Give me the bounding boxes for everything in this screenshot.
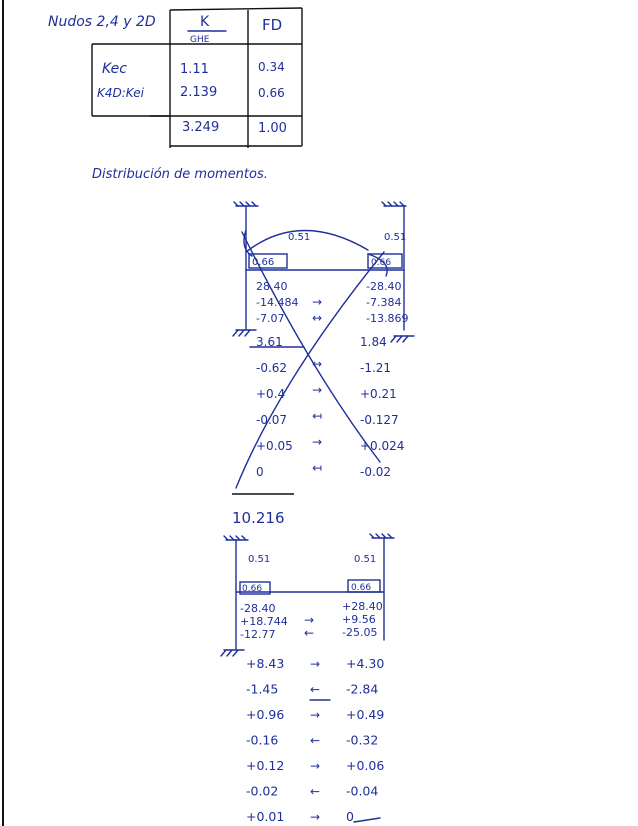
row2-k: 2.139	[180, 85, 218, 100]
moment-value-left: +18.744	[240, 615, 288, 628]
carry-over-arrow: →	[312, 383, 323, 397]
carry-over-arrow: →	[310, 708, 321, 722]
row1-k: 1.11	[180, 62, 209, 77]
moment-value-left: 0	[256, 465, 264, 479]
header-title: Nudos 2,4 y 2D	[48, 14, 156, 30]
total-fd: 1.00	[258, 121, 287, 136]
moment-value-right: -0.32	[346, 732, 379, 748]
fixed-support-icon	[370, 534, 394, 538]
underline	[354, 818, 380, 822]
moment-value-left: -0.62	[256, 361, 288, 375]
carry-over-arrow: ↤	[312, 409, 323, 423]
moment-value-right: -28.40	[366, 280, 402, 293]
df-label: 0.66	[242, 584, 263, 594]
moment-value-right: +0.06	[346, 758, 385, 773]
moment-value-right: -0.02	[360, 465, 392, 479]
carry-label: 0.51	[354, 554, 377, 565]
moment-value-right: +0.49	[346, 707, 385, 722]
moment-value-right: 1.84	[360, 335, 387, 349]
moment-value-left: -14.484	[256, 296, 299, 309]
moment-value-left: -0.07	[256, 413, 288, 427]
total-k: 3.249	[182, 120, 220, 135]
carry-over-arrow: ←	[310, 784, 321, 799]
moment-value-right: +9.56	[342, 613, 376, 626]
moment-value-right: -0.04	[346, 783, 379, 799]
fixed-support-icon	[382, 202, 406, 206]
carry-over-arrow: ←	[304, 626, 315, 640]
moment-value-left: 28.40	[256, 280, 288, 293]
carry-over-arrow: ←	[310, 733, 321, 748]
moment-value-right: -0.127	[360, 413, 399, 427]
result-note: 10.216	[232, 509, 285, 527]
moment-value-right: +4.30	[346, 656, 385, 671]
fixed-support-icon	[391, 336, 414, 342]
moment-value-right: +0.21	[360, 387, 397, 401]
frame1-right-column	[360, 280, 408, 479]
moment-value-right: -7.384	[366, 296, 402, 309]
moment-value-left: +8.43	[246, 656, 285, 671]
frame2-arrows	[304, 613, 320, 824]
header-k-sub: GHE	[190, 35, 210, 45]
header-k: K	[200, 14, 210, 30]
fixed-support-icon	[221, 650, 244, 656]
moment-value-left: -0.16	[246, 732, 279, 748]
moment-value-left: -0.02	[246, 783, 279, 799]
row1-fd: 0.34	[258, 60, 285, 74]
moment-value-left: +0.01	[246, 809, 285, 824]
moment-value-right: -13.869	[366, 312, 409, 325]
frame1-arrows	[312, 295, 322, 475]
carry-over-arrow: →	[312, 295, 323, 309]
carry-over-arrow: →	[310, 657, 321, 671]
moment-value-right: 0	[346, 809, 354, 824]
moment-value-left: -12.77	[240, 628, 276, 641]
moment-value-right: +28.40	[342, 600, 383, 613]
carry-label: 0.51	[248, 554, 271, 565]
carry-over-arrow: ↤	[312, 461, 323, 475]
moment-value-right: -25.05	[342, 626, 378, 639]
moment-value-right: -1.21	[360, 361, 392, 375]
carry-label: 0.51	[288, 232, 311, 243]
moment-value-left: 3.61	[256, 335, 283, 349]
moment-value-right: -2.84	[346, 681, 379, 697]
moment-value-left: +0.12	[246, 758, 285, 773]
moment-value-left: -1.45	[246, 681, 279, 697]
carry-over-arrow: →	[312, 435, 323, 449]
moment-value-left: -28.40	[240, 602, 276, 615]
df-label: 0.66	[351, 583, 372, 593]
row1-label: Kec	[102, 61, 127, 77]
carry-over-arrow: →	[310, 759, 321, 773]
moment-value-left: +0.05	[256, 439, 293, 453]
frame2-left-column	[240, 602, 288, 824]
row2-fd: 0.66	[258, 86, 285, 100]
frame2-right-column	[342, 600, 384, 824]
carry-over-arrow: ↔	[312, 311, 323, 325]
carry-over-arrow: →	[304, 613, 315, 627]
moment-value-right: +0.024	[360, 439, 405, 453]
carry-over-arrow: ←	[310, 682, 321, 697]
carry-over-arrow: ↔	[312, 357, 323, 371]
carry-label: 0.51	[384, 232, 407, 243]
fixed-support-icon	[233, 330, 256, 336]
header-fd: FD	[262, 16, 283, 34]
moment-value-left: +0.4	[256, 387, 286, 401]
moment-value-left: -7.07	[256, 312, 285, 325]
moment-value-left: +0.96	[246, 707, 285, 722]
row2-label: K4D:Kei	[97, 86, 144, 100]
carry-over-arrow: →	[310, 810, 321, 824]
section-title: Distribución de momentos.	[92, 167, 268, 182]
df-label: 0.66	[252, 257, 275, 268]
df-label: 0.66	[371, 258, 392, 268]
